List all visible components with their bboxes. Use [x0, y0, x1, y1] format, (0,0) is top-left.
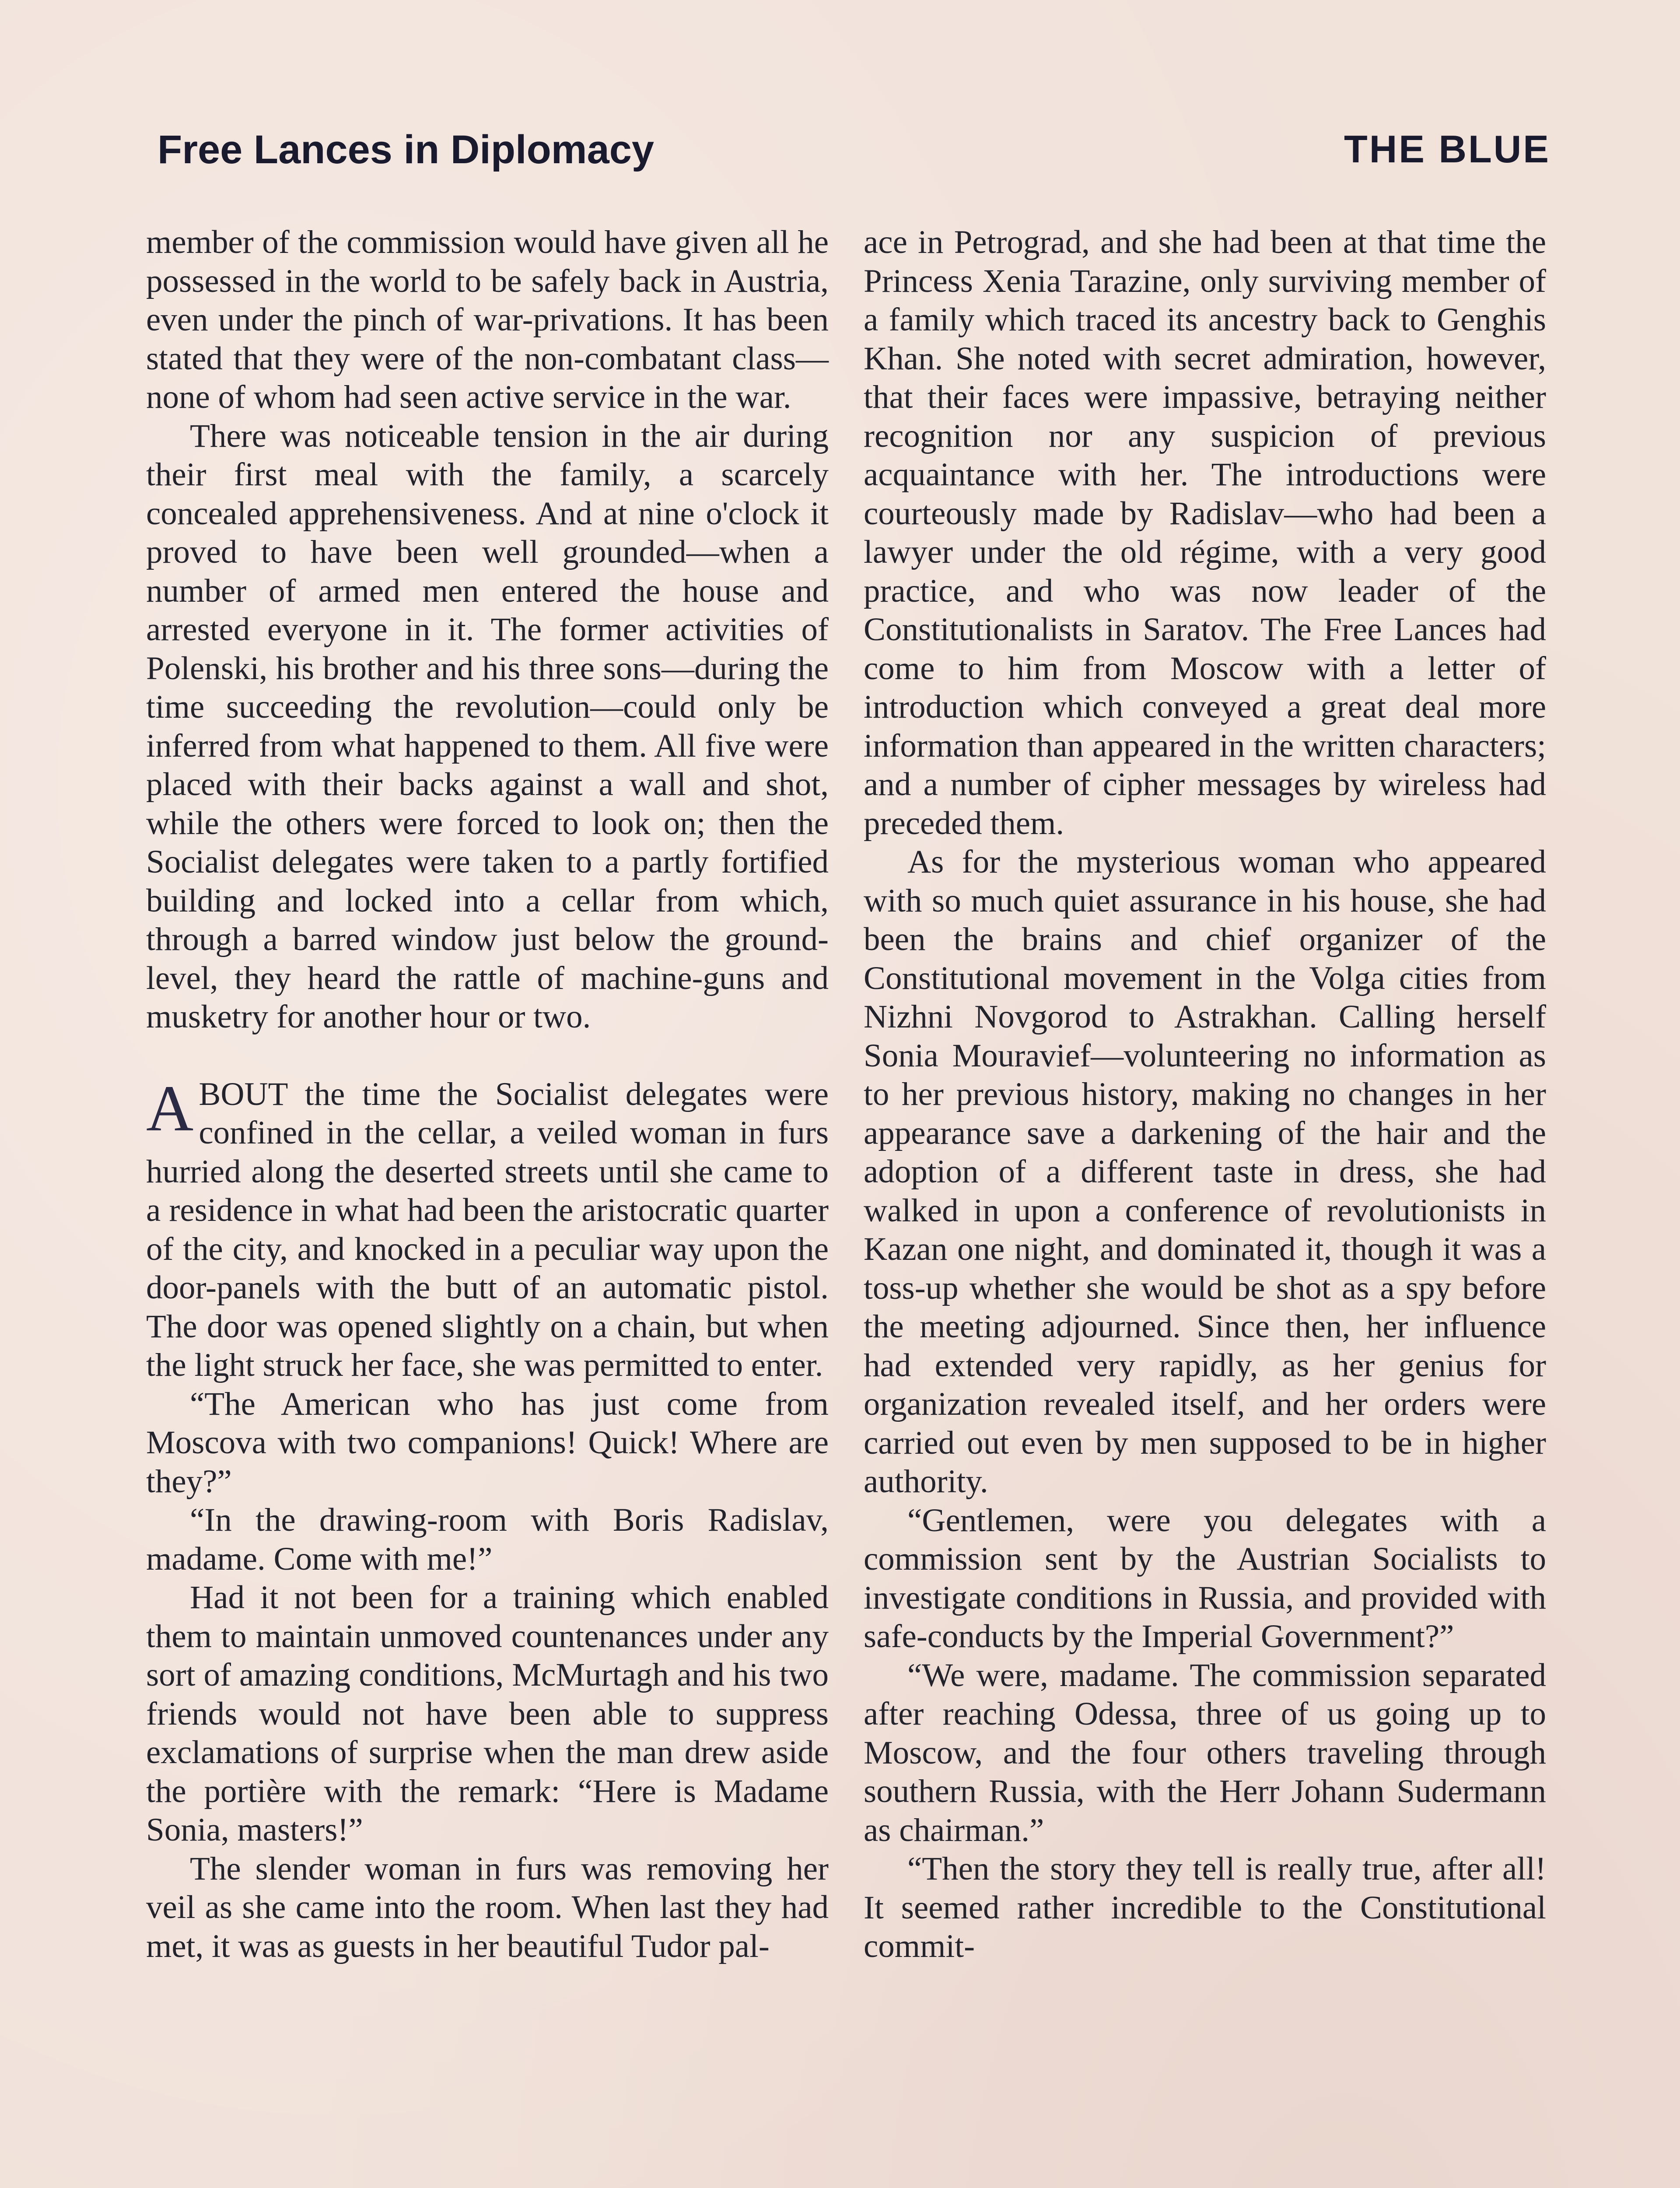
- paragraph: ace in Petrograd, and she had been at that time the Princess Xenia Tarazine, only surviving member of a family which traced its ancestry back to Genghis Khan. She noted with secret admiration, however, that their faces were impassive, betraying neither recognition nor any suspicion of previous acquaintance with her. The introductions were courteously made by Radislav—who had been a lawyer under the old régime, with a very good practice, and who was now leader of the Constitutionalists in Saratov. The Free Lances had come to him from Moscow with a letter of introduction which conveyed a great deal more information than appeared in the written characters; and a number of cipher messages by wireless had preceded them.: [864, 224, 1546, 842]
- running-head-title: Free Lances in Diplomacy: [158, 127, 654, 172]
- drop-cap: A: [146, 1072, 194, 1145]
- paragraph: “The American who has just come from Moscova with two companions! Quick! Where are they?”: [146, 1385, 829, 1500]
- paragraph: “We were, madame. The commission separated after reaching Odessa, three of us going up to Moscow, and the four others traveling through southern Russia, with the Herr Johann Sudermann as chairman.”: [864, 1657, 1546, 1848]
- paragraph-text: BOUT the time the Socialist delegates were confined in the cellar, a veiled woman in furs hurried along the deserted streets until she came to a residence in what had been the aristocratic quarter of the city, and knocked in a peculiar way upon the door-panels with the butt of an automatic pistol. The door was opened slightly on a chain, but when the light struck her face, she was permitted to enter.: [146, 1076, 829, 1383]
- paragraph: “In the drawing-room with Boris Radislav, madame. Come with me!”: [146, 1502, 829, 1577]
- paragraph: As for the mysterious woman who appeared with so much quiet assurance in his house, she had been the brains and chief organizer of the Constitutional movement in the Volga cities from Nizhni Novgorod to Astrakhan. Calling herself Sonia Mouravief—volunteering no information as to her previous history, making no changes in her appearance save a darkening of the hair and the adoption of a different taste in dress, she had walked in upon a conference of revolutionists in Kazan one night, and dominated it, though it was a toss-up whether she would be shot as a spy before the meeting adjourned. Since then, her influence had extended very rapidly, as her genius for organization revealed itself, and her orders were carried out even by men supposed to be in higher authority.: [864, 844, 1546, 1500]
- paragraph: Had it not been for a training which enabled them to maintain unmoved countenances under any sort of amazing conditions, McMurtagh and his two friends would not have been able to suppress exclamations of surprise when the man drew aside the portière with the remark: “Here is Madame Sonia, masters!”: [146, 1579, 829, 1848]
- left-column: [146, 223, 829, 1966]
- paragraph: There was noticeable tension in the air during their first meal with the family, a scarcely concealed apprehensiveness. And at nine o'clock it proved to have been well grounded—when a number of armed men entered the house and arrested everyone in it. The former activities of Polenski, his brother and his three sons—during the time succeeding the revolution—could only be inferred from what happened to them. All five were placed with their backs against a wall and shot, while the others were forced to look on; then the Socialist delegates were taken to a partly fortified building and locked into a cellar from which, through a barred window just below the ground-level, they heard the rattle of machine-guns and musketry for another hour or two.: [146, 417, 829, 1035]
- section-start-paragraph: [146, 1072, 829, 1385]
- paragraph: “Then the story they tell is really true, after all! It seemed rather incredible to the Constitutional commit-: [864, 1851, 1546, 1964]
- paragraph: member of the commission would have given all he possessed in the world to be safely back in Austria, even under the pinch of war-privations. It has been stated that they were of the non-combatant class—none of whom had seen active service in the war.: [146, 224, 829, 415]
- right-column: [864, 223, 1546, 1966]
- paragraph: “Gentlemen, were you delegates with a commission sent by the Austrian Socialists to investigate conditions in Russia, and provided with safe-conducts by the Imperial Government?”: [864, 1502, 1546, 1655]
- running-head-magazine: THE BLUE: [1344, 127, 1550, 171]
- paragraph: The slender woman in furs was removing her veil as she came into the room. When last they had met, it was as guests in her beautiful Tudor pal-: [146, 1850, 829, 1964]
